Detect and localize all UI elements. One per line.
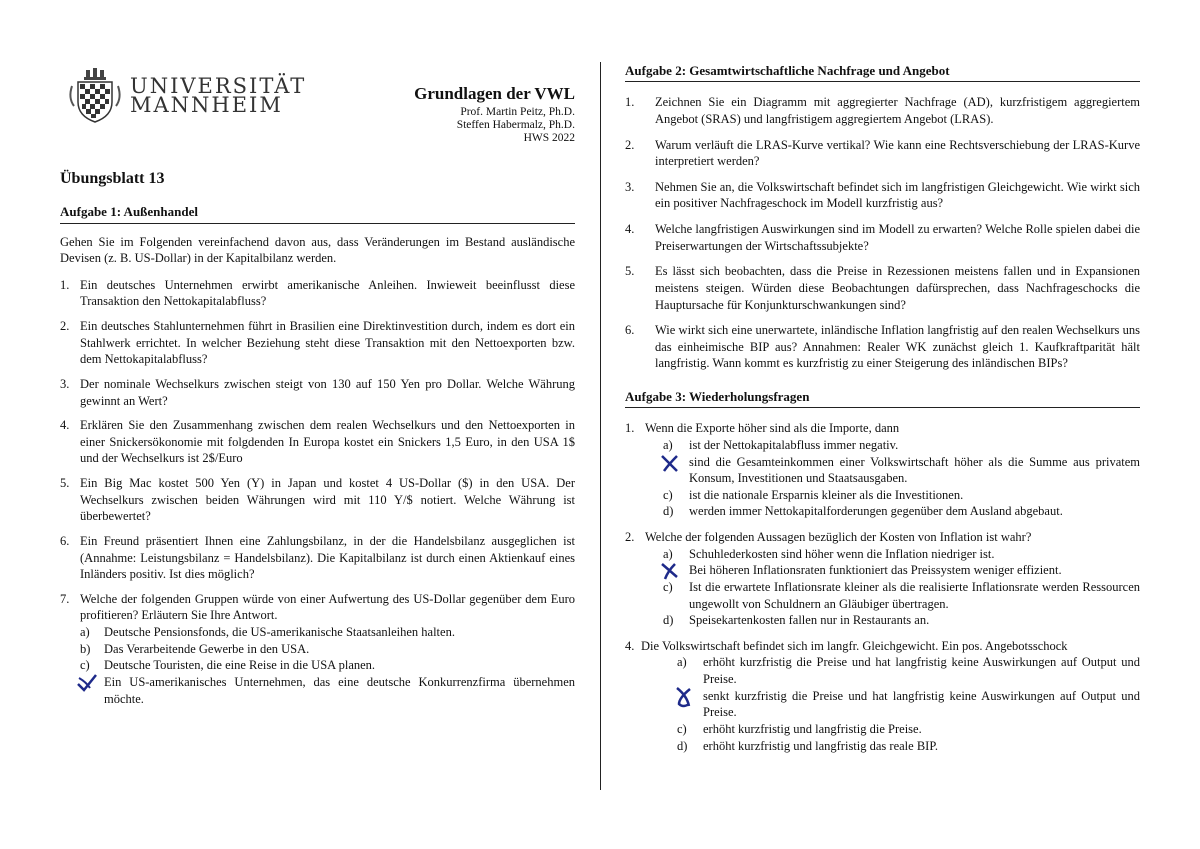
question-number: 1. — [625, 95, 635, 110]
task2-question — [625, 137, 1140, 170]
option-letter-marked — [80, 674, 104, 707]
right-column — [625, 62, 1140, 763]
question-text: Die Volkswirtschaft befindet sich im langfr. Gleichgewicht. Ein pos. Angebotsschock — [641, 638, 1068, 653]
option-letter: c) — [663, 487, 673, 502]
question-text: Welche der folgenden Aussagen bezüglich der Kosten von Inflation ist wahr? — [645, 530, 1032, 545]
task1-question — [60, 475, 575, 525]
option-item — [663, 503, 1140, 520]
question-number: 3. — [60, 376, 70, 391]
option-text: erhöht kurzfristig und langfristig die Preise. — [703, 721, 922, 736]
mc-question — [625, 529, 1140, 629]
task1-question — [60, 417, 575, 467]
option-letter-marked — [663, 454, 689, 487]
option-letter: b) — [80, 641, 91, 656]
option-item-marked — [663, 562, 1140, 579]
question-text: Ein deutsches Unternehmen erwirbt amerikanische Anleihen. Inwieweit beeinflusst diese Transaktion den Nettokapitalabfluss? — [80, 277, 575, 309]
question-text: Es lässt sich beobachten, dass die Preise in Rezessionen meistens fallen und in Expansionen meistens steigen. Würden diese Beobachtungen dafürsprechen, dass Nachfrageschocks die Hauptursache für Konjunkturschwankungen sind? — [655, 264, 1140, 312]
question-number: 3. — [625, 179, 635, 194]
option-text: Speisekartenkosten fallen nur in Restaurants an. — [689, 613, 930, 628]
task1-question-7 — [60, 591, 575, 624]
question-number: 5. — [60, 476, 70, 491]
task1-question — [60, 318, 575, 368]
crest-icon — [66, 68, 124, 124]
option-item — [677, 721, 1140, 738]
option-text: erhöht kurzfristig und langfristig das reale BIP. — [703, 738, 939, 753]
question-text: Erklären Sie den Zusammenhang zwischen dem realen Wechselkurs und den Nettoexporten in einer Snickersökonomie mit folgdenden In Europa kostet ein Snickers 1,5 Euro, in den USA 1$ und der Wechselkurs ist 2$/Euro — [80, 418, 575, 466]
option-letter: c) — [677, 721, 687, 736]
question-number: 5. — [625, 264, 635, 279]
question-text: Warum verläuft die LRAS-Kurve vertikal? Wie kann eine Rechtsverschiebung der LRAS-Kurve interpretiert werden? — [655, 137, 1140, 169]
question-number: 1. — [625, 421, 635, 436]
semester: HWS 2022 — [523, 132, 575, 144]
option-letter: a) — [677, 655, 687, 670]
option-letter-marked — [663, 562, 689, 579]
question-text: Ein Big Mac kostet 500 Yen (Y) in Japan und kostet 4 US-Dollar ($) in den USA. Der Wechselkurs zwischen beiden Währungen wird mit 110 Y/$ notiert. Welche Währung ist überbewertet? — [80, 476, 575, 524]
task1-heading: Aufgabe 1: Außenhandel — [60, 203, 575, 223]
cross-mark-icon — [659, 452, 681, 474]
option-text: senkt kurzfristig die Preise und hat langfristig keine Auswirkungen auf Output und Preise. — [703, 688, 1140, 720]
question-text: Wenn die Exporte höher sind als die Importe, dann — [645, 421, 900, 436]
option-item — [80, 641, 575, 658]
course-title: Grundlagen der VWL — [414, 84, 575, 103]
mc-question — [625, 638, 1140, 754]
mc-question — [625, 420, 1140, 520]
question-number: 4. — [625, 222, 635, 237]
question-number: 7. — [60, 591, 70, 606]
option-text: erhöht kurzfristig die Preise und hat langfristig keine Auswirkungen auf Output und Preise. — [703, 655, 1140, 687]
option-item — [663, 579, 1140, 612]
option-letter: a) — [663, 437, 673, 452]
left-column — [60, 62, 575, 707]
option-text: Schuhlederkosten sind höher wenn die Inflation niedriger ist. — [689, 546, 995, 561]
option-item — [663, 612, 1140, 629]
option-item — [677, 738, 1140, 755]
question-number: 2. — [625, 530, 635, 545]
question-number: 4. — [625, 638, 635, 653]
option-item — [80, 624, 575, 641]
question-text: Nehmen Sie an, die Volkswirtschaft befindet sich im langfristigen Gleichgewicht. Wie wirkt sich ein positiver Nachfrageschock im Modell kurzfristig aus? — [655, 179, 1140, 211]
task2-question — [625, 94, 1140, 127]
page-header — [60, 62, 575, 156]
option-letter: a) — [80, 625, 90, 640]
option-item-marked — [677, 688, 1140, 721]
task1-intro: Gehen Sie im Folgenden vereinfachend davon aus, dass Veränderungen im Bestand ausländische Devisen (z. B. US-Dollar) in der Kapitalbilanz werden. — [60, 234, 575, 266]
university-name — [130, 74, 307, 117]
option-letter: a) — [663, 546, 673, 561]
question-text: Welche langfristigen Auswirkungen sind im Modell zu erwarten? Welche Rolle spielen dabei die Preiserwartungen der Wirtschaftssubjekte? — [655, 222, 1140, 253]
question-text: Welche der folgenden Gruppen würde von einer Aufwertung des US-Dollar gegenüber dem Euro profitieren? Erläutern Sie Ihre Antwort. — [80, 591, 575, 623]
option-item — [80, 657, 575, 674]
option-item — [663, 546, 1140, 563]
question-text: Ein Freund präsentiert Ihnen eine Zahlungsbilanz, in der die Handelsbilanz ausgeglichen ist (Annahme: Leistungsbilanz = Handelsbilanz). Die Kapitalbilanz ist durch einen Aktienkauf eines Inländers positiv. Ist dies möglich? — [80, 533, 575, 582]
question-number: 2. — [60, 319, 70, 334]
check-mark-icon — [76, 672, 98, 694]
option-text: Das Verarbeitende Gewerbe in den USA. — [104, 641, 310, 656]
option-item-marked — [80, 674, 575, 707]
option-letter-marked — [677, 688, 703, 721]
question-number: 4. — [60, 418, 70, 433]
option-letter: d) — [663, 504, 674, 519]
professor-name: Prof. Martin Peitz, Ph.D. — [460, 106, 575, 118]
option-item — [677, 654, 1140, 687]
question-text: Zeichnen Sie ein Diagramm mit aggregierter Nachfrage (AD), kurzfristigem aggregiertem Angebot (SRAS) und langfristigem aggregiertem Angebot (LRAS). — [655, 95, 1140, 126]
option-text: sind die Gesamteinkommen einer Volkswirtschaft höher als die Summe aus privatem Konsum, Investitionen und Staatsausgaben. — [689, 454, 1140, 486]
question-text: Wie wirkt sich eine unerwartete, inländische Inflation langfristig auf den realen Wechselkurs uns das einheimische BIP aus? Annahmen: Realer WK zunächst gleich 1. Kaufkraftparität hält langfristig. Wann kommt es kurzfristig zu einer Steigerung des inländischen BIPs? — [655, 323, 1140, 371]
question-number: 6. — [60, 533, 70, 548]
university-line2: MANNHEIM — [130, 93, 283, 117]
task1-question — [60, 277, 575, 310]
option-item — [663, 437, 1140, 454]
question-number: 2. — [625, 137, 635, 152]
option-text: Ein US-amerikanisches Unternehmen, das eine deutsche Konkurrenzfirma übernehmen möchte. — [104, 674, 575, 706]
option-item-marked — [663, 454, 1140, 487]
option-letter: d) — [663, 613, 674, 628]
question-text: Ein deutsches Stahlunternehmen führt in Brasilien eine Direktinvestition durch, indem es dort ein Stahlwerk errichtet. In welcher Beziehung steht diese Transaktion mit den Nettoexporten bzw. dem Nettokapitalabfluss? — [80, 319, 575, 367]
option-text: ist die nationale Ersparnis kleiner als die Investitionen. — [689, 487, 964, 502]
cross-mark-icon — [673, 686, 695, 708]
question-text: Der nominale Wechselkurs zwischen steigt von 130 auf 150 Yen pro Dollar. Welche Währung gewinnt an Wert? — [80, 376, 575, 408]
option-item — [663, 487, 1140, 504]
task1-question — [60, 533, 575, 583]
option-text: Deutsche Pensionsfonds, die US-amerikanische Staatsanleihen halten. — [104, 625, 455, 640]
option-letter: d) — [677, 738, 688, 753]
option-text: Bei höheren Inflationsraten funktioniert das Preissystem weniger effizient. — [689, 563, 1062, 578]
task2-question — [625, 221, 1140, 254]
column-divider — [600, 62, 601, 790]
option-letter: c) — [663, 579, 673, 594]
task2-heading: Aufgabe 2: Gesamtwirtschaftliche Nachfrage und Angebot — [625, 62, 1140, 82]
option-text: ist der Nettokapitalabfluss immer negativ. — [689, 437, 899, 452]
question-number: 1. — [60, 277, 70, 292]
option-letter: c) — [80, 658, 90, 673]
task2-question — [625, 179, 1140, 212]
question-number: 6. — [625, 323, 635, 338]
option-text: Deutsche Touristen, die eine Reise in die USA planen. — [104, 658, 376, 673]
course-info — [414, 84, 575, 145]
university-logo — [66, 68, 306, 124]
option-text: Ist die erwartete Inflationsrate kleiner als die realisierte Inflationsrate werden Ressourcen ungewollt von Schuldnern an Gläubiger übertragen. — [689, 579, 1140, 611]
option-text: werden immer Nettokapitalforderungen gegenüber dem Ausland abgebaut. — [689, 504, 1063, 519]
task3-heading: Aufgabe 3: Wiederholungsfragen — [625, 388, 1140, 408]
task2-question — [625, 263, 1140, 313]
assistant-name: Steffen Habermalz, Ph.D. — [456, 119, 575, 131]
university-line1: UNIVERSITÄT — [130, 74, 307, 98]
sheet-title: Übungsblatt 13 — [60, 170, 165, 187]
task2-question — [625, 322, 1140, 372]
task1-question — [60, 376, 575, 409]
